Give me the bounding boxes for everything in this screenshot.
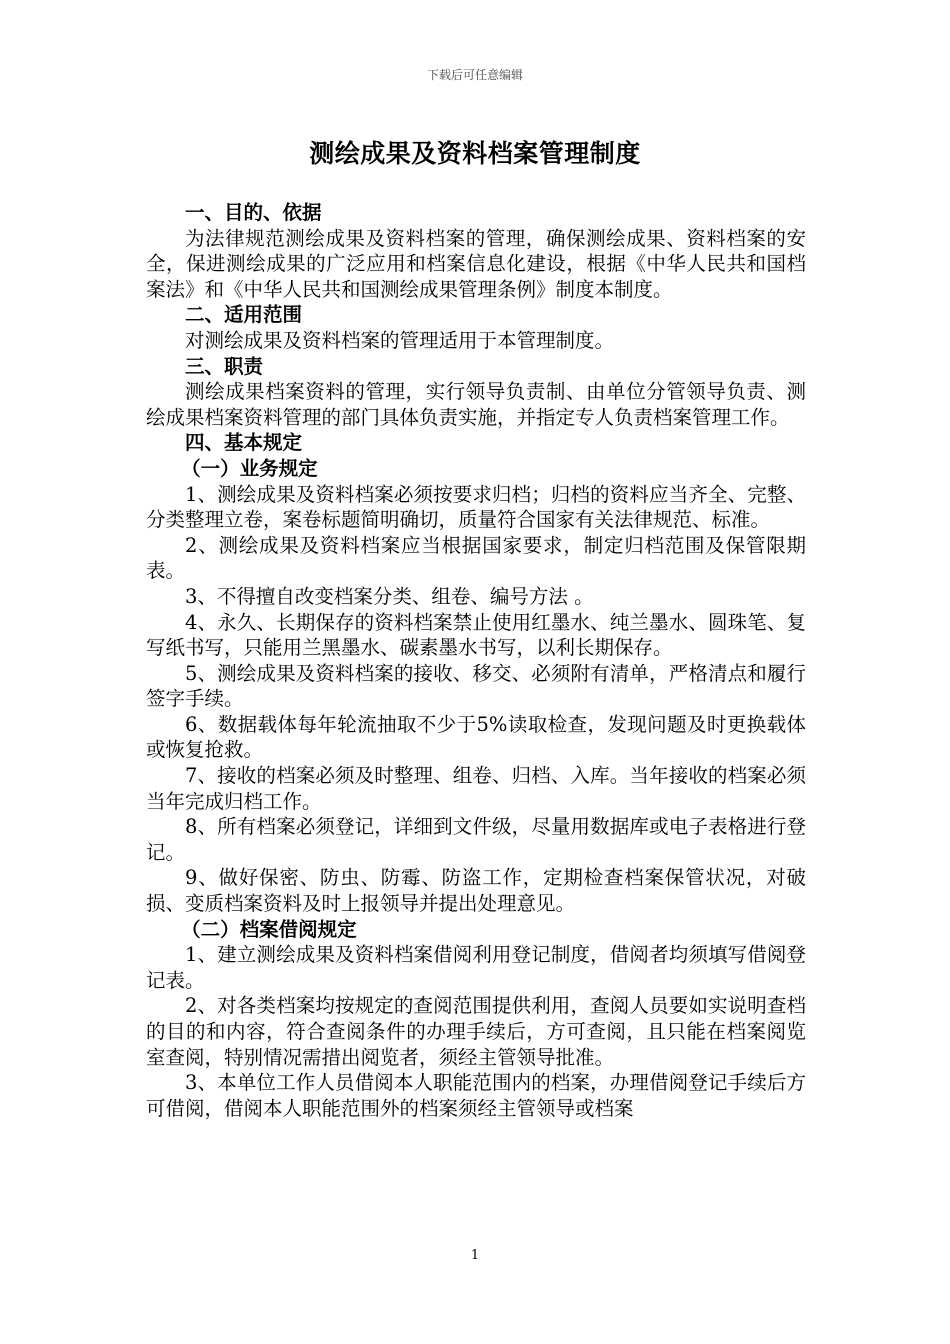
list-item: 2、对各类档案均按规定的查阅范围提供利用，查阅人员要如实说明查档的目的和内容，符合查阅条件的办理手续后，方可查阅，且只能在档案阅览室查阅，特别情况需措出阅览者，须经主管领导批准。 (146, 994, 806, 1069)
subsection-heading-borrowing: （二）档案借阅规定 (181, 917, 357, 941)
page-header-note: 下载后可任意编辑 (426, 68, 523, 82)
section-heading-basic-rules: 四、基本规定 (185, 431, 303, 455)
section-heading-purpose: 一、目的、依据 (185, 201, 322, 224)
section-heading-scope: 二、适用范围 (185, 303, 303, 327)
document-body (146, 200, 806, 1121)
list-item: 4、永久、长期保存的资料档案禁止使用红墨水、纯兰墨水、圆珠笔、复写纸书写，只能用兰黑墨水、碳素墨水书写，以利长期保存。 (146, 610, 806, 660)
subsection-heading-business: （一）业务规定 (181, 456, 318, 480)
list-item: 9、做好保密、防虫、防霉、防盗工作，定期检查档案保管状况，对破损、变质档案资料及时上报领导并提出处理意见。 (146, 866, 806, 916)
list-item: 3、本单位工作人员借阅本人职能范围内的档案，办理借阅登记手续后方可借阅，借阅本人职能范围外的档案须经主管领导或档案 (146, 1071, 806, 1120)
paragraph: 对测绘成果及资料档案的管理适用于本管理制度。 (185, 328, 615, 352)
paragraph: 测绘成果档案资料的管理，实行领导负责制、由单位分管领导负责、测绘成果档案资料管理的部门具体负责实施，并指定专人负责档案管理工作。 (146, 380, 806, 429)
list-item: 5、测绘成果及资料档案的接收、移交、必须附有清单，严格清点和履行签字手续。 (146, 661, 806, 711)
list-item: 1、建立测绘成果及资料档案借阅利用登记制度，借阅者均须填写借阅登记表。 (146, 943, 806, 992)
list-item: 8、所有档案必须登记，详细到文件级，尽量用数据库或电子表格进行登记。 (146, 815, 806, 864)
page-title: 测绘成果及资料档案管理制度 (309, 139, 641, 168)
list-item: 3、不得擅自改变档案分类、组卷、编号方法 。 (185, 584, 594, 608)
list-item: 2、测绘成果及资料档案应当根据国家要求，制定归档范围及保管限期表。 (146, 533, 806, 583)
list-item: 7、接收的档案必须及时整理、组卷、归档、入库。当年接收的档案必须当年完成归档工作。 (146, 764, 806, 813)
page-number: 1 (470, 1248, 480, 1263)
paragraph: 为法律规范测绘成果及资料档案的管理，确保测绘成果、资料档案的安全，保进测绘成果的广泛应用和档案信息化建设，根据《中华人民共和国档案法》和《中华人民共和国测绘成果管理条例》制度本制度。 (146, 226, 806, 301)
list-item: 1、测绘成果及资料档案必须按要求归档；归档的资料应当齐全、完整、分类整理立卷，案卷标题简明确切，质量符合国家有关法律规范、标准。 (146, 482, 806, 532)
section-heading-duties: 三、职责 (185, 354, 264, 378)
list-item: 6、数据载体每年轮流抽取不少于5%读取检查，发现问题及时更换载体或恢复抢救。 (146, 712, 806, 762)
